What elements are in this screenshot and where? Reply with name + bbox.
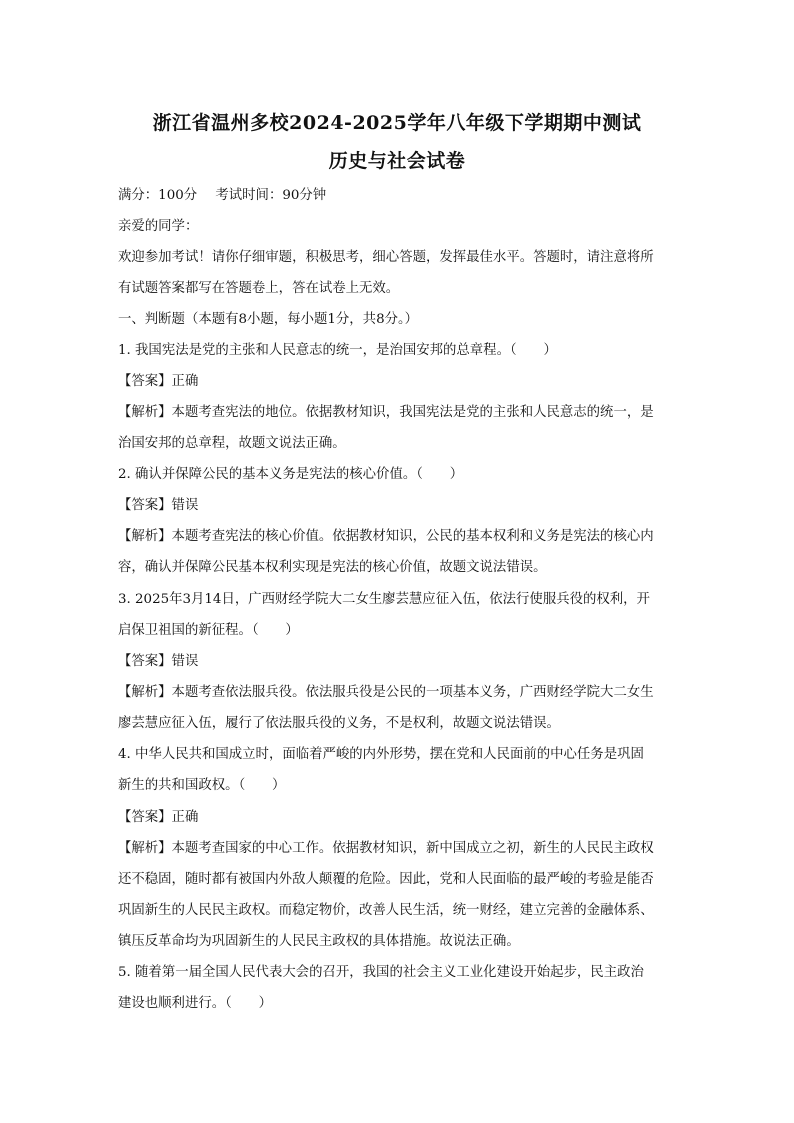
score-info: 满分：100分 [118, 188, 198, 203]
question-text: 新生的共和国政权。（ ） [118, 778, 286, 793]
question-text: 3. 2025年3月14日，广西财经学院大二女生廖芸慧应征入伍，依法行使服兵役的权利，开 [118, 592, 650, 607]
exam-meta [118, 186, 678, 206]
intro-line: 欢迎参加考试！请你仔细审题，积极思考，细心答题，发挥最佳水平。答题时，请注意将所 [118, 250, 654, 265]
question-text: 启保卫祖国的新征程。（ ） [118, 623, 299, 638]
exam-title: 浙江省温州多校2024-2025学年八年级下学期期中测试 [152, 112, 642, 134]
answer-text: 【答案】错误 [118, 498, 199, 513]
question-text: 1. 我国宪法是党的主张和人民意志的统一，是治国安邦的总章程。（ ） [118, 343, 557, 358]
analysis-text: 【解析】本题考查依法服兵役。依法服兵役是公民的一项基本义务，广西财经学院大二女生 [118, 685, 654, 700]
intro-line: 有试题答案都写在答题卷上，答在试卷上无效。 [118, 281, 400, 296]
question-text: 5. 随着第一届全国人民代表大会的召开，我国的社会主义工业化建设开始起步，民主政治 [118, 965, 644, 980]
analysis-text: 廖芸慧应征入伍，履行了依法服兵役的义务，不是权利，故题文说法错误。 [118, 716, 560, 731]
question-text: 建设也顺利进行。（ ） [118, 996, 272, 1011]
analysis-text: 巩固新生的人民民主政权。而稳定物价，改善人民生活，统一财经，建立完善的金融体系、 [118, 903, 654, 918]
section-heading: 一、判断题（本题有8小题，每小题1分，共8分。） [118, 312, 419, 327]
answer-text: 【答案】错误 [118, 654, 199, 669]
exam-subtitle: 历史与社会试卷 [328, 150, 466, 172]
answer-text: 【答案】正确 [118, 374, 199, 389]
question-text: 4. 中华人民共和国成立时，面临着严峻的内外形势，摆在党和人民面前的中心任务是巩固 [118, 747, 644, 762]
answer-text: 【答案】正确 [118, 810, 199, 825]
question-text: 2. 确认并保障公民的基本义务是宪法的核心价值。（ ） [118, 467, 464, 482]
analysis-text: 镇压反革命均为巩固新生的人民民主政权的具体措施。故说法正确。 [118, 934, 520, 949]
analysis-text: 治国安邦的总章程，故题文说法正确。 [118, 436, 346, 451]
analysis-text: 【解析】本题考查国家的中心工作。依据教材知识，新中国成立之初，新生的人民民主政权 [118, 841, 654, 856]
analysis-text: 容，确认并保障公民基本权利实现是宪法的核心价值，故题文说法错误。 [118, 560, 547, 575]
greeting: 亲爱的同学： [118, 219, 199, 234]
analysis-text: 【解析】本题考查宪法的核心价值。依据教材知识，公民的基本权利和义务是宪法的核心内 [118, 529, 654, 544]
analysis-text: 【解析】本题考查宪法的地位。依据教材知识，我国宪法是党的主张和人民意志的统一，是 [118, 405, 654, 420]
analysis-text: 还不稳固，随时都有被国内外敌人颠覆的危险。因此，党和人民面临的最严峻的考验是能否 [118, 872, 654, 887]
time-info: 考试时间：90分钟 [215, 188, 327, 203]
